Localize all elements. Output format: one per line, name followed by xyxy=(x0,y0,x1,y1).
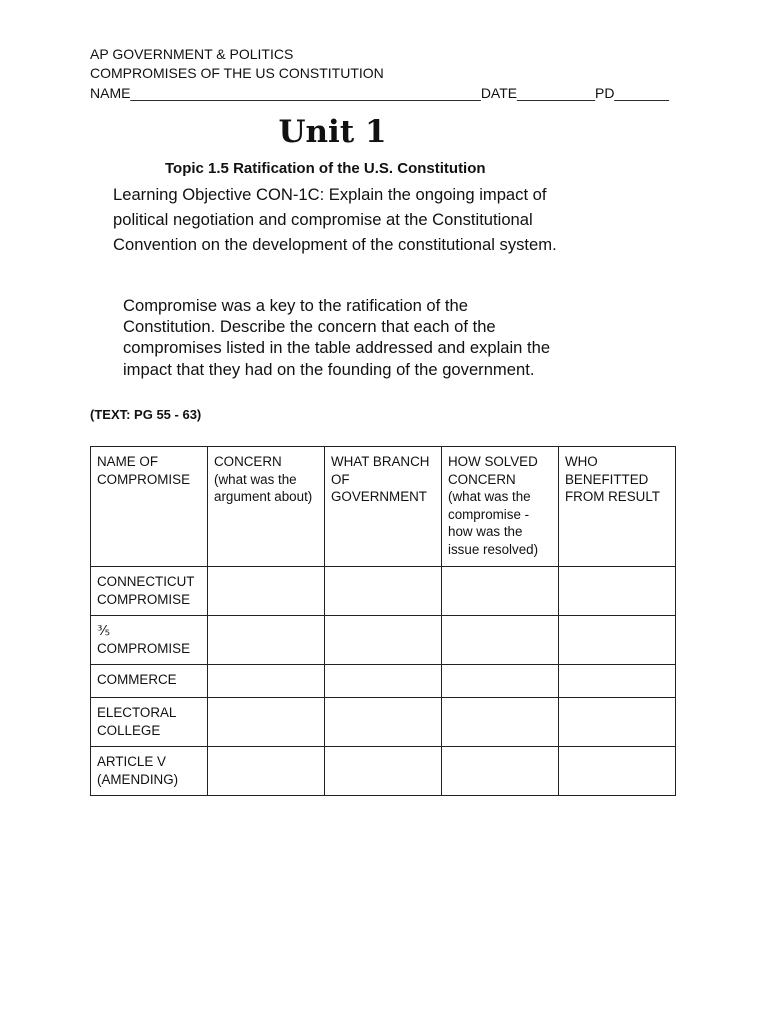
answer-cell[interactable] xyxy=(559,665,676,698)
table-row xyxy=(91,665,676,698)
answer-cell[interactable] xyxy=(208,665,325,698)
compromise-name-cell: COMMERCE xyxy=(91,665,208,698)
table-row xyxy=(91,567,676,616)
answer-cell[interactable] xyxy=(325,567,442,616)
answer-cell[interactable] xyxy=(559,698,676,747)
answer-cell[interactable] xyxy=(559,616,676,665)
compromise-name-cell: CONNECTICUT COMPROMISE xyxy=(91,567,208,616)
instructions-paragraph: Compromise was a key to the ratification of the Constitution. Describe the concern that each of the compromises listed in the table addressed and explain the impact that they had on the founding of the government. xyxy=(123,296,551,379)
table-row xyxy=(91,747,676,796)
topic-heading: Topic 1.5 Ratification of the U.S. Constitution xyxy=(165,160,486,177)
answer-cell[interactable] xyxy=(442,665,559,698)
answer-cell[interactable] xyxy=(325,698,442,747)
table-header-row xyxy=(91,447,676,567)
answer-cell[interactable] xyxy=(559,747,676,796)
answer-cell[interactable] xyxy=(442,616,559,665)
compromises-table xyxy=(90,446,676,796)
header-cell: CONCERN (what was the argument about) xyxy=(208,447,325,567)
header-cell: NAME OF COMPROMISE xyxy=(91,447,208,567)
answer-cell[interactable] xyxy=(442,567,559,616)
answer-cell[interactable] xyxy=(325,747,442,796)
worksheet-subtitle: COMPROMISES OF THE US CONSTITUTION xyxy=(90,65,384,81)
compromise-name-cell: ARTICLE V (AMENDING) xyxy=(91,747,208,796)
answer-cell[interactable] xyxy=(442,698,559,747)
answer-cell[interactable] xyxy=(208,616,325,665)
header-cell: WHO BENEFITTED FROM RESULT xyxy=(559,447,676,567)
text-reference: (TEXT: PG 55 - 63) xyxy=(90,407,202,422)
answer-cell[interactable] xyxy=(208,747,325,796)
compromise-name-cell: ⅗ COMPROMISE xyxy=(91,616,208,665)
answer-cell[interactable] xyxy=(442,747,559,796)
table-row xyxy=(91,698,676,747)
name-date-period-line: NAME_____________________________________________DATE__________PD_______ xyxy=(90,85,669,101)
table-row xyxy=(91,616,676,665)
answer-cell[interactable] xyxy=(208,567,325,616)
header-cell: WHAT BRANCH OF GOVERNMENT xyxy=(325,447,442,567)
answer-cell[interactable] xyxy=(325,665,442,698)
answer-cell[interactable] xyxy=(325,616,442,665)
learning-objective: Learning Objective CON-1C: Explain the ongoing impact of political negotiation and compromise at the Constitutional Convention on the development of the constitutional system. xyxy=(113,185,557,254)
course-title: AP GOVERNMENT & POLITICS xyxy=(90,46,294,62)
compromise-name-cell: ELECTORAL COLLEGE xyxy=(91,698,208,747)
answer-cell[interactable] xyxy=(208,698,325,747)
header-cell: HOW SOLVED CONCERN (what was the compromise - how was the issue resolved) xyxy=(442,447,559,567)
unit-title: Unit 1 xyxy=(278,114,387,150)
answer-cell[interactable] xyxy=(559,567,676,616)
